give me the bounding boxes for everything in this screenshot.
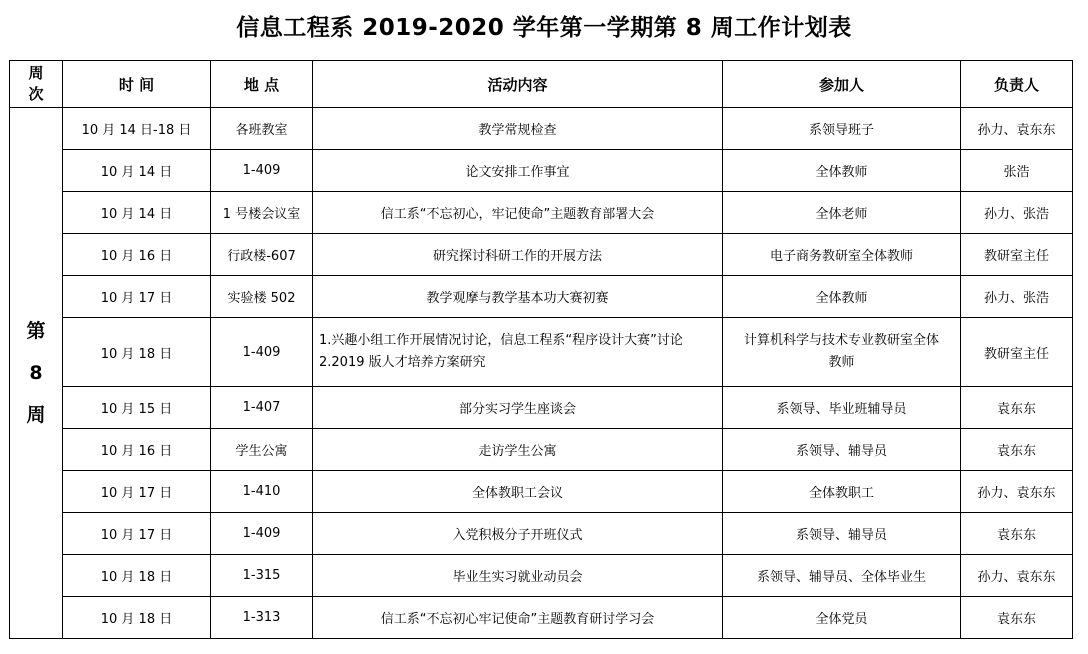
header-week-line2: 次 — [28, 85, 44, 103]
week-cell — [10, 108, 63, 639]
place-cell: 实验楼 502 — [211, 276, 313, 318]
place-cell: 1-409 — [211, 318, 313, 387]
owner-cell: 教研室主任 — [961, 318, 1073, 387]
owner-cell: 孙力、袁东东 — [961, 471, 1073, 513]
place-cell: 1-409 — [211, 150, 313, 192]
time-cell: 10 月 14 日-18 日 — [63, 108, 211, 150]
table-row — [10, 513, 1073, 555]
week-line1: 第 — [26, 320, 46, 342]
participants-cell — [723, 318, 961, 387]
time-cell: 10 月 17 日 — [63, 471, 211, 513]
owner-cell: 袁东东 — [961, 513, 1073, 555]
header-activity: 活动内容 — [313, 61, 723, 108]
place-cell: 1 号楼会议室 — [211, 192, 313, 234]
activity-cell: 教学常规检查 — [313, 108, 723, 150]
table-row — [10, 276, 1073, 318]
time-cell: 10 月 18 日 — [63, 555, 211, 597]
time-cell: 10 月 16 日 — [63, 429, 211, 471]
owner-cell: 袁东东 — [961, 429, 1073, 471]
table-row — [10, 387, 1073, 429]
owner-cell: 教研室主任 — [961, 234, 1073, 276]
week-line3: 周 — [26, 404, 46, 426]
time-cell: 10 月 18 日 — [63, 318, 211, 387]
participants-cell: 电子商务教研室全体教师 — [723, 234, 961, 276]
activity-line-1: 1.兴趣小组工作开展情况讨论，信息工程系“程序设计大赛”讨论 — [319, 333, 683, 348]
table-row — [10, 108, 1073, 150]
activity-cell: 论文安排工作事宜 — [313, 150, 723, 192]
table-row — [10, 234, 1073, 276]
participants-cell: 系领导、辅导员、全体毕业生 — [723, 555, 961, 597]
participants-cell: 系领导、毕业班辅导员 — [723, 387, 961, 429]
activity-cell: 走访学生公寓 — [313, 429, 723, 471]
place-cell: 1-315 — [211, 555, 313, 597]
header-week-line1: 周 — [28, 64, 44, 82]
table-row — [10, 471, 1073, 513]
header-participants: 参加人 — [723, 61, 961, 108]
week-line2: 8 — [29, 362, 43, 384]
header-row — [10, 61, 1073, 108]
participants-cell: 全体教师 — [723, 150, 961, 192]
owner-cell: 孙力、张浩 — [961, 276, 1073, 318]
participants-cell: 系领导、辅导员 — [723, 513, 961, 555]
work-plan-table — [9, 60, 1073, 639]
table-row — [10, 555, 1073, 597]
time-cell: 10 月 16 日 — [63, 234, 211, 276]
participants-cell: 全体老师 — [723, 192, 961, 234]
activity-cell: 信工系“不忘初心，牢记使命”主题教育部署大会 — [313, 192, 723, 234]
participants-cell: 全体教职工 — [723, 471, 961, 513]
participants-line-1: 计算机科学与技术专业教研室全体 — [743, 333, 939, 348]
activity-cell: 信工系“不忘初心牢记使命”主题教育研讨学习会 — [313, 597, 723, 639]
time-cell: 10 月 17 日 — [63, 276, 211, 318]
header-place: 地 点 — [211, 61, 313, 108]
time-cell: 10 月 15 日 — [63, 387, 211, 429]
participants-line-2: 教师 — [828, 355, 855, 370]
activity-cell — [313, 318, 723, 387]
time-cell: 10 月 14 日 — [63, 150, 211, 192]
activity-cell: 教学观摩与教学基本功大赛初赛 — [313, 276, 723, 318]
activity-cell: 全体教职工会议 — [313, 471, 723, 513]
table-row — [10, 318, 1073, 387]
activity-cell: 部分实习学生座谈会 — [313, 387, 723, 429]
place-cell: 行政楼-607 — [211, 234, 313, 276]
page-title: 信息工程系 2019-2020 学年第一学期第 8 周工作计划表 — [236, 15, 852, 41]
place-cell: 学生公寓 — [211, 429, 313, 471]
participants-cell: 全体党员 — [723, 597, 961, 639]
activity-cell: 毕业生实习就业动员会 — [313, 555, 723, 597]
participants-cell: 系领导班子 — [723, 108, 961, 150]
activity-line-2: 2.2019 版人才培养方案研究 — [319, 355, 486, 370]
place-cell: 1-407 — [211, 387, 313, 429]
activity-cell: 研究探讨科研工作的开展方法 — [313, 234, 723, 276]
place-cell: 1-313 — [211, 597, 313, 639]
place-cell: 1-409 — [211, 513, 313, 555]
owner-cell: 孙力、袁东东 — [961, 555, 1073, 597]
place-cell: 各班教室 — [211, 108, 313, 150]
table-row — [10, 192, 1073, 234]
participants-cell: 系领导、辅导员 — [723, 429, 961, 471]
owner-cell: 袁东东 — [961, 597, 1073, 639]
activity-cell: 入党积极分子开班仪式 — [313, 513, 723, 555]
table-row — [10, 429, 1073, 471]
table-row — [10, 150, 1073, 192]
time-cell: 10 月 17 日 — [63, 513, 211, 555]
header-time: 时 间 — [63, 61, 211, 108]
owner-cell: 孙力、张浩 — [961, 192, 1073, 234]
place-cell: 1-410 — [211, 471, 313, 513]
header-owner: 负责人 — [961, 61, 1073, 108]
participants-cell: 全体教师 — [723, 276, 961, 318]
header-week — [10, 61, 63, 108]
table-row — [10, 597, 1073, 639]
owner-cell: 张浩 — [961, 150, 1073, 192]
time-cell: 10 月 18 日 — [63, 597, 211, 639]
owner-cell: 袁东东 — [961, 387, 1073, 429]
owner-cell: 孙力、袁东东 — [961, 108, 1073, 150]
time-cell: 10 月 14 日 — [63, 192, 211, 234]
